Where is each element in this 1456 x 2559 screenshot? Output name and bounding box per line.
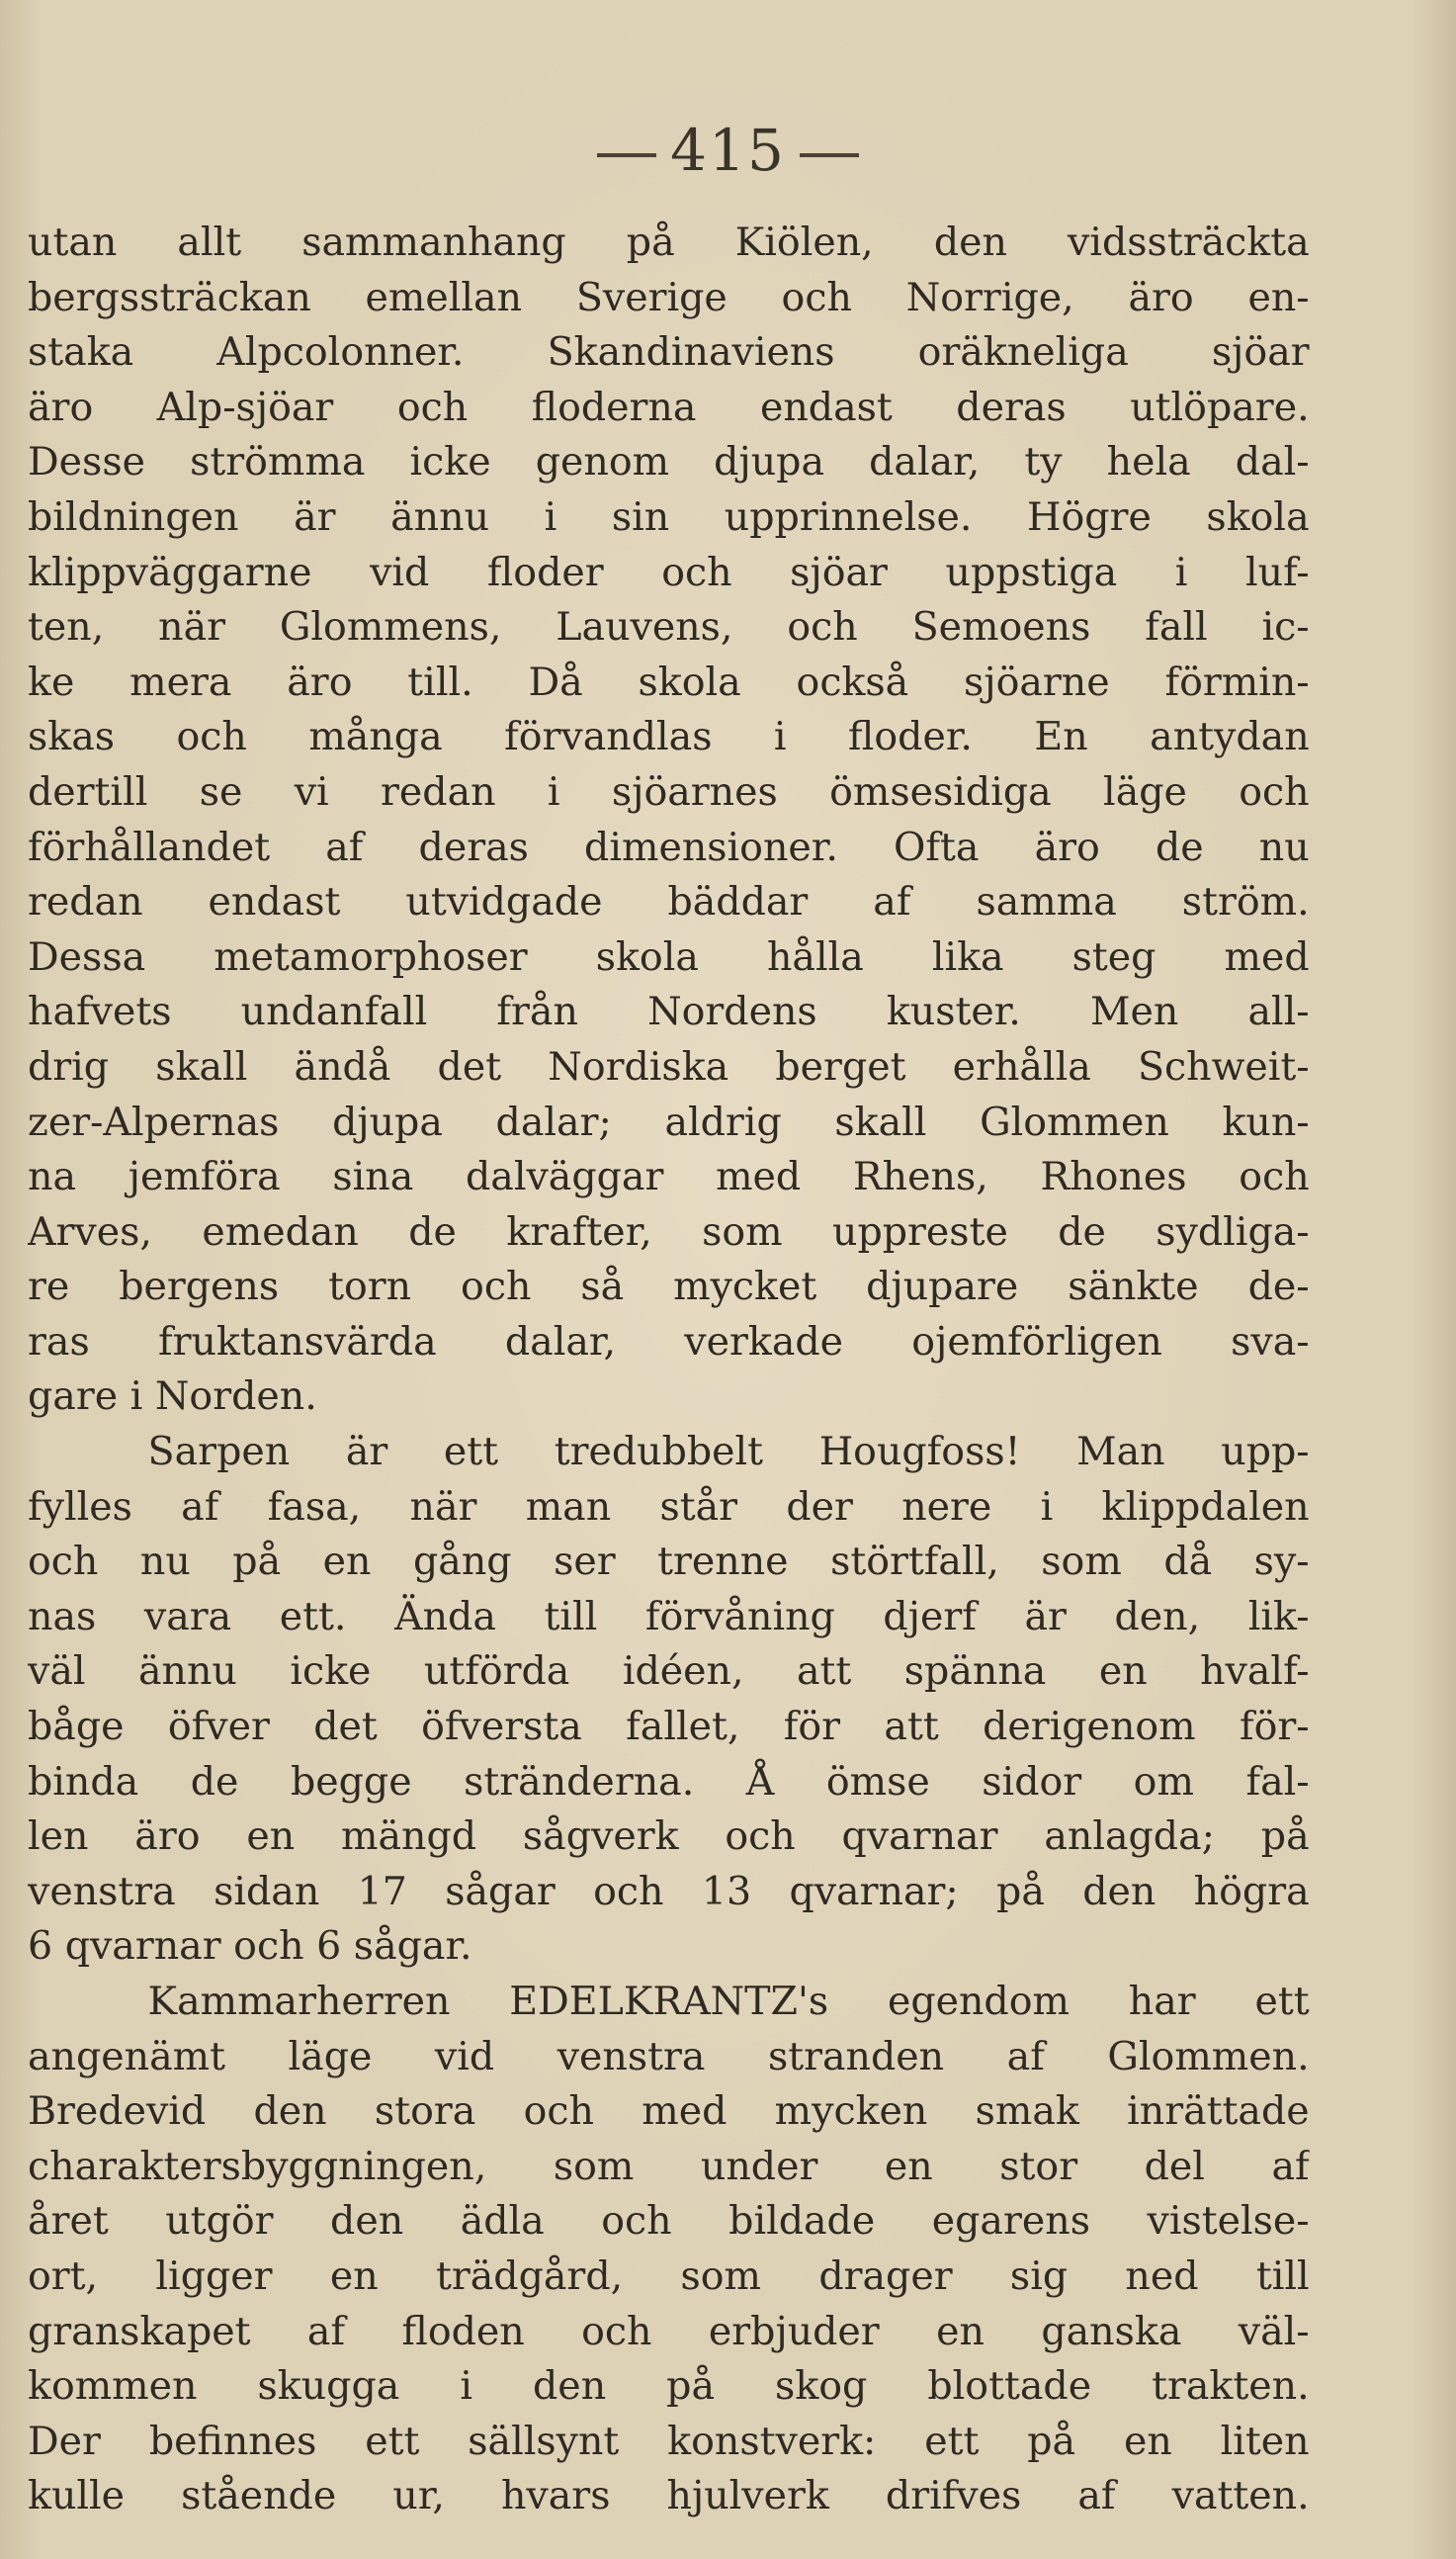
text-line: staka Alpcolonner. Skandinaviens oräkneliga sjöar <box>28 330 1310 376</box>
text-line: drig skall ändå det Nordiska berget erhålla Schweit- <box>28 1044 1310 1090</box>
text-line: äro Alp-sjöar och floderna endast deras utlöpare. <box>28 385 1310 430</box>
text-line: väl ännu icke utförda idéen, att spänna en hvalf- <box>28 1649 1310 1695</box>
text-line: angenämt läge vid venstra stranden af Glommen. <box>28 2034 1310 2079</box>
text-line: len äro en mängd sågverk och qvarnar anlagda; på <box>28 1814 1310 1860</box>
text-line: venstra sidan 17 sågar och 13 qvarnar; på den högra <box>28 1869 1310 1914</box>
text-line: skas och många förvandlas i floder. En antydan <box>28 715 1310 760</box>
text-line: kulle stående ur, hvars hjulverk drifves af vatten. <box>28 2474 1310 2519</box>
text-line: Kammarherren EDELKRANTZ's egendom har ett <box>147 1980 1310 2024</box>
text-line: re bergens torn och så mycket djupare sänkte de- <box>28 1265 1310 1310</box>
text-line: na jemföra sina dalväggar med Rhens, Rhones och <box>28 1155 1310 1200</box>
text-line: Desse strömma icke genom djupa dalar, ty hela dal- <box>28 440 1310 485</box>
text-line: binda de begge stränderna. Å ömse sidor om fal- <box>28 1759 1310 1805</box>
header-dash-right <box>800 153 859 157</box>
text-line: Sarpen är ett tredubbelt Hougfoss! Man upp- <box>147 1430 1310 1475</box>
text-line: charaktersbyggningen, som under en stor del af <box>28 2144 1310 2189</box>
text-line: bergssträckan emellan Sverige och Norrige, äro en- <box>28 275 1310 320</box>
text-line: klippväggarne vid floder och sjöar uppstiga i luf- <box>28 550 1310 595</box>
text-line: nas vara ett. Ända till förvåning djerf är den, lik- <box>28 1594 1310 1639</box>
text-line: dertill se vi redan i sjöarnes ömsesidiga läge och <box>28 769 1310 815</box>
text-line: gare i Norden. <box>28 1374 317 1420</box>
text-line: och nu på en gång ser trenne störtfall, som då sy- <box>28 1540 1310 1585</box>
text-line: ras fruktansvärda dalar, verkade ojemförligen sva- <box>28 1319 1310 1365</box>
text-line: redan endast utvidgade bäddar af samma ström. <box>28 880 1310 926</box>
text-line: Arves, emedan de krafter, som uppreste de sydliga- <box>28 1209 1310 1255</box>
text-line: hafvets undanfall från Nordens kuster. Men all- <box>28 990 1310 1035</box>
text-line: Dessa metamorphoser skola hålla lika steg med <box>28 934 1310 980</box>
body-text <box>28 216 1310 2524</box>
text-line: båge öfver det öfversta fallet, för att derigenom för- <box>28 1705 1310 1750</box>
text-line: ort, ligger en trädgård, som drager sig ned till <box>28 2253 1310 2299</box>
text-line: ke mera äro till. Då skola också sjöarne förmin- <box>28 660 1310 705</box>
page-number-text: 415 <box>670 117 786 184</box>
page-number <box>0 117 1456 184</box>
text-line: fylles af fasa, när man står der nere i klippdalen <box>28 1484 1310 1530</box>
text-line: 6 qvarnar och 6 sågar. <box>28 1924 472 1970</box>
text-line: zer-Alpernas djupa dalar; aldrig skall Glommen kun- <box>28 1100 1310 1145</box>
text-line: granskapet af floden och erbjuder en ganska väl- <box>28 2309 1310 2354</box>
text-line: ten, när Glommens, Lauvens, och Semoens fall ic- <box>28 605 1310 651</box>
text-line: bildningen är ännu i sin upprinnelse. Högre skola <box>28 494 1310 540</box>
text-line: utan allt sammanhang på Kiölen, den vidssträckta <box>28 221 1310 265</box>
text-line: året utgör den ädla och bildade egarens vistelse- <box>28 2199 1310 2245</box>
text-line: kommen skugga i den på skog blottade trakten. <box>28 2364 1310 2410</box>
text-line: Der befinnes ett sällsynt konstverk: ett på en liten <box>28 2419 1310 2464</box>
header-dash-left <box>597 153 656 157</box>
text-line: förhållandet af deras dimensioner. Ofta äro de nu <box>28 825 1310 870</box>
text-line: Bredevid den stora och med mycken smak inrättade <box>28 2089 1310 2135</box>
